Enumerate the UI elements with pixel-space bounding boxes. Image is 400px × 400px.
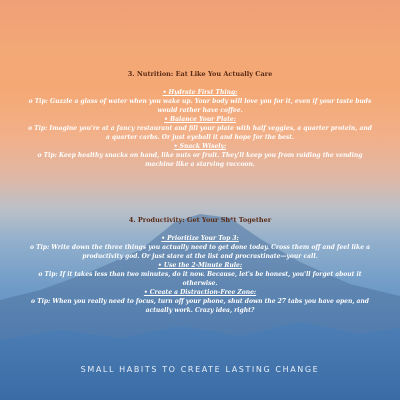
habit-heading: • Prioritize Your Top 3: <box>161 235 239 242</box>
tip-line: o Tip: Imagine you're at a fancy restaurant and fill your plate with half veggies, a quarter protein, and <box>28 125 372 132</box>
tip-line: o Tip: When you really need to focus, turn off your phone, shut down the 27 tabs you have open, and <box>31 298 369 305</box>
tip-line: o Tip: Guzzle a glass of water when you wake up. Your body will love you for it, even if your taste buds <box>28 98 372 105</box>
productivity-section <box>8 234 392 315</box>
habit-heading: • Create a Distraction-Free Zone: <box>143 289 257 296</box>
tip-line: o Tip: Write down the three things you actually need to get done today. Cross them off and feel like a <box>29 244 371 251</box>
habit-heading: • Balance Your Plate: <box>164 116 236 123</box>
tip-line: otherwise. <box>182 280 218 287</box>
tip-line: o Tip: Keep healthy snacks on hand, like nuts or fruit. They'll keep you from raiding the vending <box>37 152 363 159</box>
section-title-productivity: 4. Productivity: Get Your Sh*t Together <box>128 216 272 224</box>
footer-tagline: SMALL HABITS TO CREATE LASTING CHANGE <box>80 365 320 374</box>
habit-heading: • Hydrate First Thing: <box>162 89 238 96</box>
tip-line: machine like a starving raccoon. <box>145 161 255 168</box>
tip-line: a quarter carbs. Or just eyeball it and hope for the best. <box>105 134 295 141</box>
tip-line: productivity god. Or just stare at the list and procrastinate—your call. <box>82 253 318 260</box>
habit-heading: • Snack Wisely: <box>173 143 227 150</box>
habit-heading: • Use the 2-Minute Rule: <box>157 262 243 269</box>
tip-line: o Tip: If it takes less than two minutes, do it now. Because, let's be honest, you'll forget about it <box>38 271 362 278</box>
nutrition-section <box>8 88 392 169</box>
section-title-nutrition: 3. Nutrition: Eat Like You Actually Care <box>127 70 273 78</box>
tip-line: would rather have coffee. <box>157 107 243 114</box>
tip-line: actually work. Crazy idea, right? <box>145 307 255 314</box>
